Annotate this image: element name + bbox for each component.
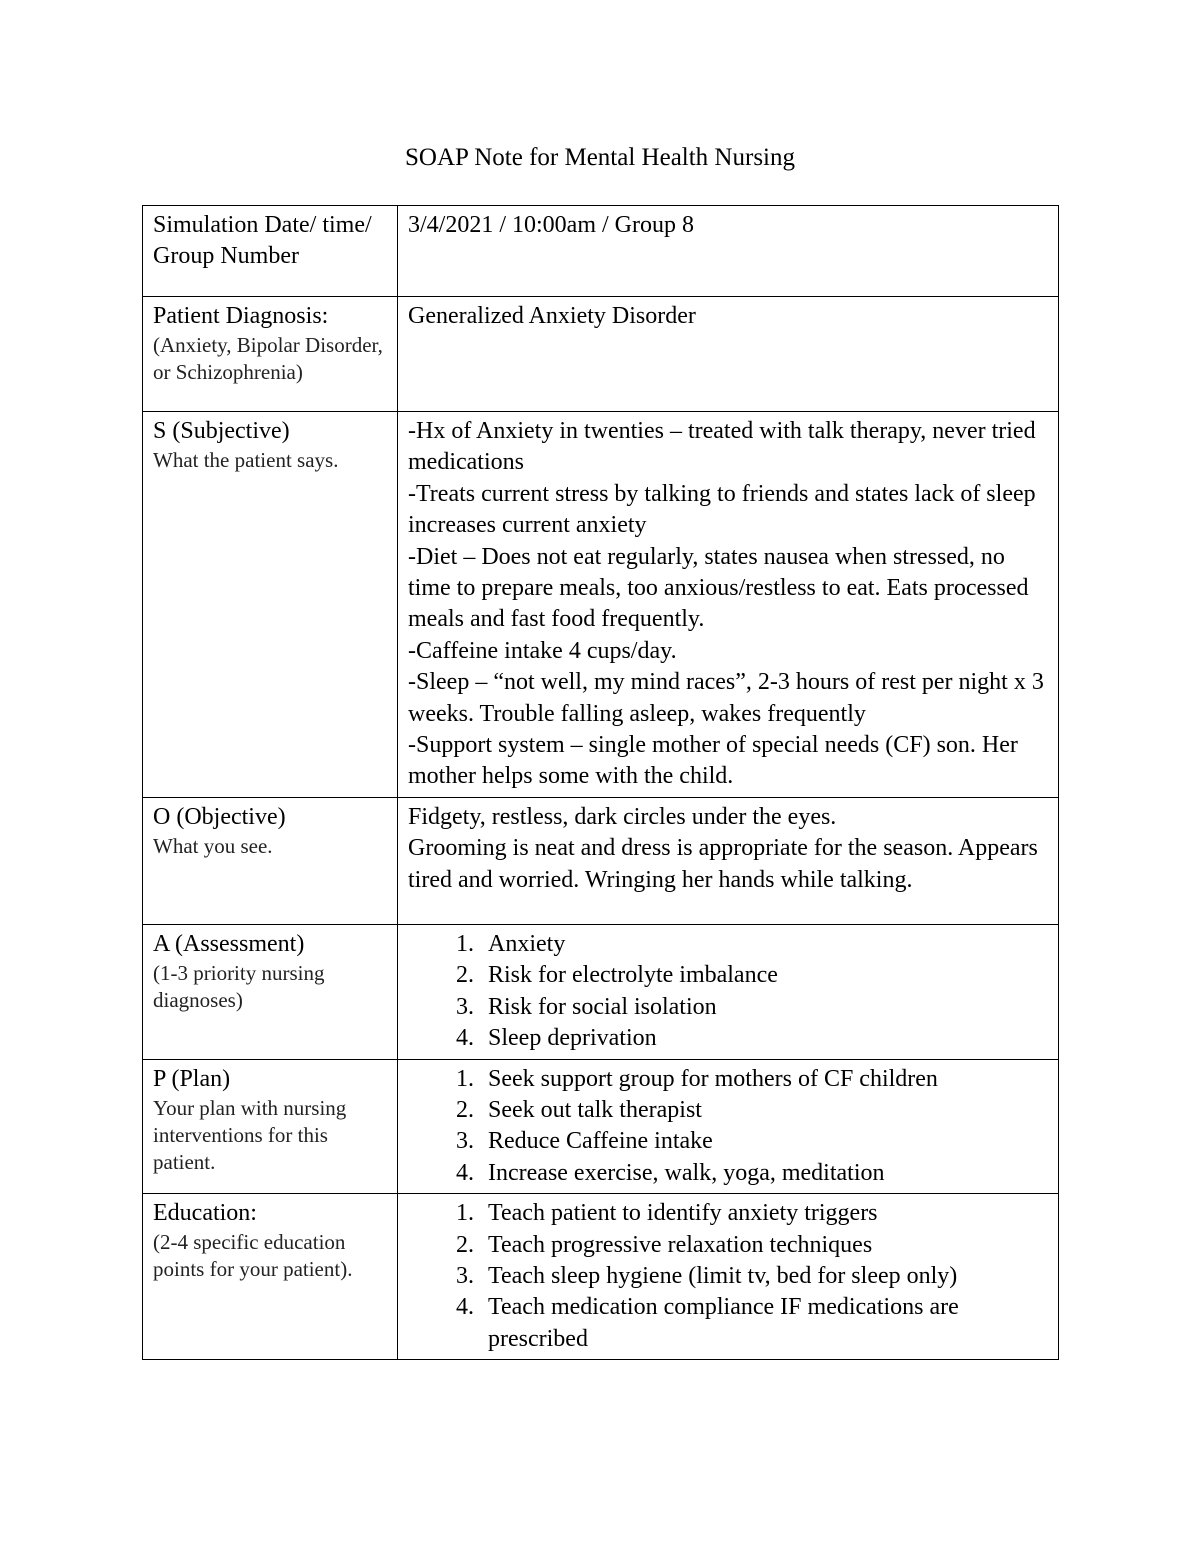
plan-label-cell (143, 1059, 398, 1194)
row-assessment (143, 924, 1059, 1059)
education-hint: (2-4 specific education points for your patient). (153, 1230, 353, 1282)
row-education (143, 1194, 1059, 1360)
assessment-list (408, 929, 1050, 1055)
assessment-label-cell (143, 924, 398, 1059)
subjective-hint: What the patient says. (153, 448, 339, 472)
assessment-item: 4. Sleep deprivation (480, 1023, 1050, 1054)
objective-hint: What you see. (153, 833, 273, 858)
education-item: 1. Teach patient to identify anxiety triggers (480, 1198, 1050, 1229)
plan-item: 2. Seek out talk therapist (480, 1095, 1050, 1126)
subjective-line: -Support system – single mother of special needs (CF) son. Her mother helps some with the child. (408, 732, 1018, 790)
plan-label: P (Plan) (153, 1065, 231, 1092)
plan-list (408, 1064, 1050, 1190)
education-value-cell (398, 1194, 1059, 1360)
objective-label-cell (143, 797, 398, 924)
plan-item: 3. Reduce Caffeine intake (480, 1126, 1050, 1157)
row-simulation (143, 206, 1059, 297)
diagnosis-value-cell (398, 297, 1059, 412)
row-subjective (143, 412, 1059, 798)
education-label-cell (143, 1194, 398, 1360)
assessment-item: 2. Risk for electrolyte imbalance (480, 960, 1050, 991)
diagnosis-label-cell (143, 297, 398, 412)
simulation-value: 3/4/2021 / 10:00am / Group 8 (408, 212, 694, 238)
document-title: SOAP Note for Mental Health Nursing (405, 144, 795, 171)
subjective-line: -Caffeine intake 4 cups/day. (408, 637, 677, 664)
subjective-line: -Sleep – “not well, my mind races”, 2-3 hours of rest per night x 3 weeks. Trouble falling asleep, wakes frequently (408, 669, 1044, 727)
education-item: 2. Teach progressive relaxation techniques (480, 1230, 1050, 1261)
simulation-label: Simulation Date/ time/ Group Number (153, 212, 372, 269)
diagnosis-hint: (Anxiety, Bipolar Disorder, or Schizophrenia) (153, 333, 383, 384)
simulation-label-cell (143, 206, 398, 297)
education-list (408, 1198, 1050, 1355)
education-item: 4. Teach medication compliance IF medications are prescribed (480, 1292, 1050, 1355)
objective-line: Grooming is neat and dress is appropriate for the season. Appears tired and worried. Wringing her hands while talking. (408, 835, 1038, 893)
simulation-value-cell (398, 206, 1059, 297)
row-diagnosis (143, 297, 1059, 412)
plan-item: 4. Increase exercise, walk, yoga, meditation (480, 1158, 1050, 1189)
subjective-line: -Diet – Does not eat regularly, states nausea when stressed, no time to prepare meals, too anxious/restless to eat. Eats processed meals and fast food frequently. (408, 543, 1029, 633)
assessment-hint: (1-3 priority nursing diagnoses) (153, 960, 325, 1012)
objective-line: Fidgety, restless, dark circles under the eyes. (408, 803, 837, 830)
subjective-line: -Treats current stress by talking to friends and states lack of sleep increases current anxiety (408, 480, 1036, 539)
assessment-item: 3. Risk for social isolation (480, 992, 1050, 1023)
plan-value-cell (398, 1059, 1059, 1194)
plan-hint: Your plan with nursing interventions for this patient. (153, 1095, 347, 1174)
assessment-value-cell (398, 924, 1059, 1059)
education-label: Education: (153, 1200, 257, 1227)
assessment-label: A (Assessment) (153, 930, 305, 957)
diagnosis-label: Patient Diagnosis: (153, 303, 329, 329)
row-objective (143, 797, 1059, 924)
diagnosis-value: Generalized Anxiety Disorder (408, 303, 696, 329)
assessment-item: 1. Anxiety (480, 929, 1050, 960)
subjective-label-cell (143, 412, 398, 798)
plan-item: 1. Seek support group for mothers of CF children (480, 1064, 1050, 1095)
subjective-value-cell (398, 412, 1059, 798)
objective-label: O (Objective) (153, 803, 286, 830)
row-plan (143, 1059, 1059, 1194)
subjective-line: -Hx of Anxiety in twenties – treated with talk therapy, never tried medications (408, 418, 1036, 476)
objective-value-cell (398, 797, 1059, 924)
education-item: 3. Teach sleep hygiene (limit tv, bed for sleep only) (480, 1261, 1050, 1292)
subjective-label: S (Subjective) (153, 418, 290, 444)
soap-note-table (142, 205, 1059, 1360)
